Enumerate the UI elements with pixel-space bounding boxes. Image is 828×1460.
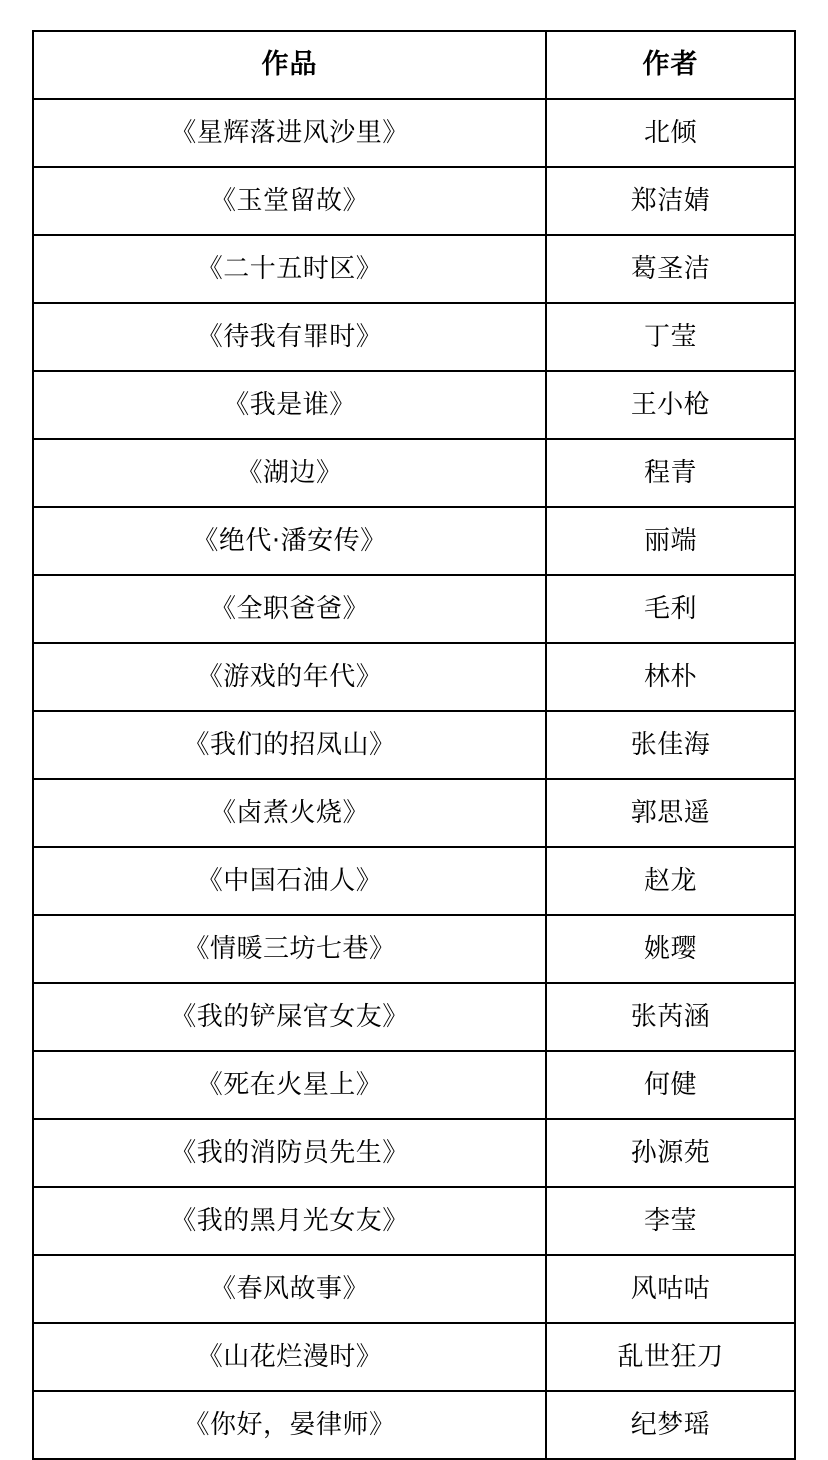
cell-work: 《你好，晏律师》 [33, 1391, 546, 1459]
table-row [33, 575, 795, 643]
cell-author: 程青 [546, 439, 795, 507]
table-body [33, 99, 795, 1459]
cell-author: 王小枪 [546, 371, 795, 439]
cell-work: 《二十五时区》 [33, 235, 546, 303]
table-row [33, 371, 795, 439]
table-header-row [33, 31, 795, 99]
table-row [33, 235, 795, 303]
table-row [33, 1323, 795, 1391]
table-row [33, 1051, 795, 1119]
cell-author: 郑洁婧 [546, 167, 795, 235]
cell-work: 《湖边》 [33, 439, 546, 507]
cell-work: 《山花烂漫时》 [33, 1323, 546, 1391]
cell-work: 《星辉落进风沙里》 [33, 99, 546, 167]
cell-work: 《全职爸爸》 [33, 575, 546, 643]
cell-work: 《我的黑月光女友》 [33, 1187, 546, 1255]
cell-work: 《中国石油人》 [33, 847, 546, 915]
cell-author: 乱世狂刀 [546, 1323, 795, 1391]
table-row [33, 507, 795, 575]
cell-author: 纪梦瑶 [546, 1391, 795, 1459]
table-row [33, 99, 795, 167]
table-row [33, 915, 795, 983]
cell-work: 《情暖三坊七巷》 [33, 915, 546, 983]
cell-work: 《我是谁》 [33, 371, 546, 439]
cell-work: 《绝代·潘安传》 [33, 507, 546, 575]
cell-work: 《春风故事》 [33, 1255, 546, 1323]
table-row [33, 847, 795, 915]
cell-author: 何健 [546, 1051, 795, 1119]
table-row [33, 439, 795, 507]
cell-author: 北倾 [546, 99, 795, 167]
cell-author: 丽端 [546, 507, 795, 575]
cell-work: 《游戏的年代》 [33, 643, 546, 711]
cell-work: 《卤煮火烧》 [33, 779, 546, 847]
works-table [32, 30, 796, 1460]
cell-author: 孙源苑 [546, 1119, 795, 1187]
table-row [33, 303, 795, 371]
table-row [33, 167, 795, 235]
cell-work: 《死在火星上》 [33, 1051, 546, 1119]
cell-author: 毛利 [546, 575, 795, 643]
cell-author: 赵龙 [546, 847, 795, 915]
cell-author: 风咕咕 [546, 1255, 795, 1323]
table-row [33, 1119, 795, 1187]
table-row [33, 643, 795, 711]
table-row [33, 1255, 795, 1323]
cell-work: 《我的铲屎官女友》 [33, 983, 546, 1051]
cell-author: 姚璎 [546, 915, 795, 983]
table-row [33, 711, 795, 779]
table-row [33, 1391, 795, 1459]
cell-author: 李莹 [546, 1187, 795, 1255]
table-row [33, 983, 795, 1051]
cell-author: 林朴 [546, 643, 795, 711]
cell-work: 《待我有罪时》 [33, 303, 546, 371]
cell-author: 葛圣洁 [546, 235, 795, 303]
column-header-author: 作者 [546, 31, 795, 99]
table-row [33, 1187, 795, 1255]
cell-author: 张佳海 [546, 711, 795, 779]
cell-author: 张芮涵 [546, 983, 795, 1051]
column-header-work: 作品 [33, 31, 546, 99]
table-header [33, 31, 795, 99]
table-row [33, 779, 795, 847]
cell-work: 《我们的招凤山》 [33, 711, 546, 779]
cell-author: 丁莹 [546, 303, 795, 371]
cell-author: 郭思遥 [546, 779, 795, 847]
cell-work: 《玉堂留故》 [33, 167, 546, 235]
cell-work: 《我的消防员先生》 [33, 1119, 546, 1187]
